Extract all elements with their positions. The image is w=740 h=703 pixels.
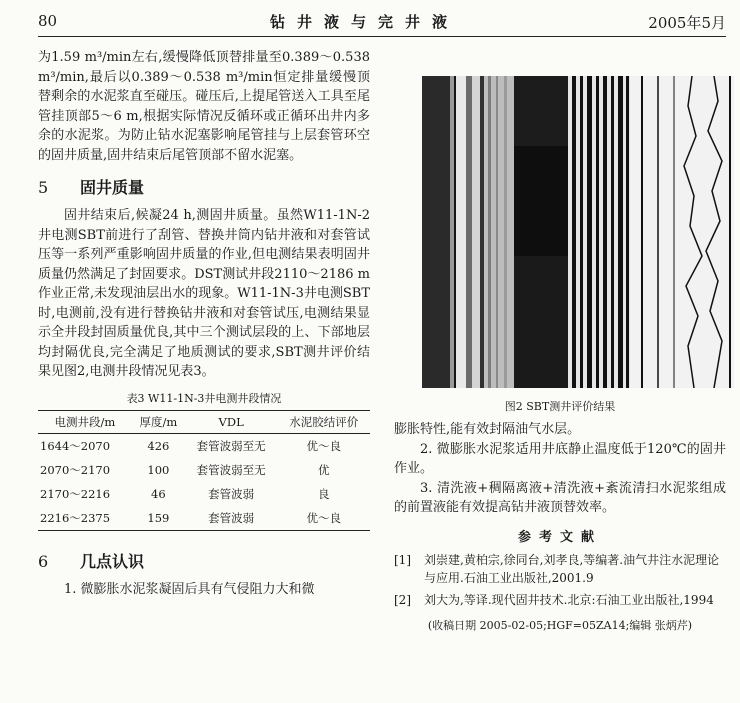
references-heading: 参考文献 — [517, 529, 602, 545]
cell-thickness: 100 — [147, 462, 170, 477]
table-row — [38, 506, 370, 531]
cell-thickness: 426 — [147, 438, 170, 453]
page-header — [0, 0, 740, 38]
conclusion-point-3: 3. 清洗液+稠隔离液+清洗液+紊流清扫水泥浆组成的前置液能有效提高钻井液顶替效率。 — [394, 480, 726, 515]
cell-interval: 2070～2170 — [40, 462, 111, 477]
col-header-interval: 电测井段/m — [38, 410, 132, 433]
table-row — [38, 482, 370, 506]
cell-vdl: 套管波弱 — [185, 506, 278, 531]
cell-evaluation: 优 — [317, 462, 330, 477]
right-column — [394, 48, 726, 633]
cell-interval: 2216～2375 — [38, 506, 132, 531]
cell-thickness: 159 — [132, 506, 185, 531]
issue-date: 2005年5月 — [648, 14, 726, 32]
sbt-log-image — [422, 76, 734, 388]
paragraph-cementing-end: 为1.59 m³/min左右,缓慢降低顶替排量至0.389～0.538 m³/min,最后以0.389～0.538 m³/min恒定排量缓慢顶替剩余的水泥浆直至碰压。碰压后,上提尾管送入工具至尾管挂顶部5～6 m,根据实际情况反循环或正循环出井内多余的水泥浆。为防止钻水泥塞影响尾管挂与上层套管环空的固井质量,固井结束后尾管顶部不留水泥塞。 — [38, 50, 370, 163]
section-heading-5 — [38, 175, 370, 198]
section-title: 固井质量 — [80, 178, 145, 197]
cell-interval: 2170～2216 — [40, 486, 111, 501]
section-number: 6 — [38, 551, 49, 571]
cell-vdl: 套管波弱 — [208, 486, 255, 501]
col-header-vdl: VDL — [185, 410, 278, 433]
cell-evaluation: 优～良 — [306, 438, 341, 453]
logging-interval-table — [38, 410, 370, 531]
cell-evaluation: 良 — [317, 486, 330, 501]
paragraph-cement-quality: 固井结束后,候凝24 h,测固井质量。虽然W11-1N-2井电测SBT前进行了刮管、替换井筒内钻井液和对套管试压等一系列严重影响固井质量的作业,但电测结果表明固井质量仍然满足了封固要求。DST测试井段2110～2186 m作业正常,未发现油层出水的现象。W11-1N-3井电测SBT时,电测前,没有进行替换钻井液和对套管试压,电测结果显示全井段封固质量优良,其中三个测试层段的上、下部地层均封隔优良,完全满足了地质测试的要求,SBT测井评价结果见图2,电测井段情况见表3。 — [38, 208, 370, 379]
table-row — [38, 458, 370, 482]
section-heading-6 — [38, 549, 370, 572]
cell-evaluation: 优～良 — [277, 506, 370, 531]
col-header-thickness: 厚度/m — [132, 410, 185, 433]
journal-title: 钻井液与完井液 — [270, 13, 460, 31]
reference-text: 刘崇建,黄柏宗,徐同台,刘孝良,等编著.油气井注水泥理论与应用.石油工业出版社,2001.9 — [424, 552, 720, 585]
table-row — [38, 433, 370, 458]
reference-item — [394, 591, 726, 609]
section-title: 几点认识 — [80, 551, 145, 571]
header-rule — [38, 36, 726, 37]
reference-item — [394, 551, 726, 587]
conclusion-point-2: 2. 微膨胀水泥浆适用井底静止温度低于120℃的固井作业。 — [394, 441, 726, 476]
cell-interval: 1644～2070 — [40, 438, 111, 453]
section-number: 5 — [38, 178, 49, 197]
figure-caption: 图2 SBT测井评价结果 — [504, 400, 616, 413]
conclusion-point-1: 1. 微膨胀水泥浆凝固后具有气侵阻力大和微 — [64, 581, 315, 597]
received-note: (收稿日期 2005-02-05;HGF=05ZA14;编辑 张炳芹) — [427, 618, 693, 632]
reference-number: [1] — [394, 552, 411, 567]
table-header-row — [38, 410, 370, 433]
sbt-log-figure — [422, 76, 734, 388]
col-header-evaluation: 水泥胶结评价 — [277, 410, 370, 433]
cell-thickness: 46 — [151, 486, 166, 501]
table-caption: 表3 W11-1N-3井电测井段情况 — [126, 391, 282, 405]
reference-text: 刘大为,等译.现代固井技术.北京:石油工业出版社,1994 — [424, 592, 714, 607]
cell-vdl: 套管波弱至无 — [196, 462, 266, 477]
cell-vdl: 套管波弱至无 — [196, 438, 266, 453]
conclusion-point-1-continued: 膨胀特性,能有效封隔油气水层。 — [394, 422, 581, 437]
left-column — [38, 48, 370, 599]
page-number: 80 — [38, 12, 58, 30]
reference-number: [2] — [394, 592, 411, 607]
